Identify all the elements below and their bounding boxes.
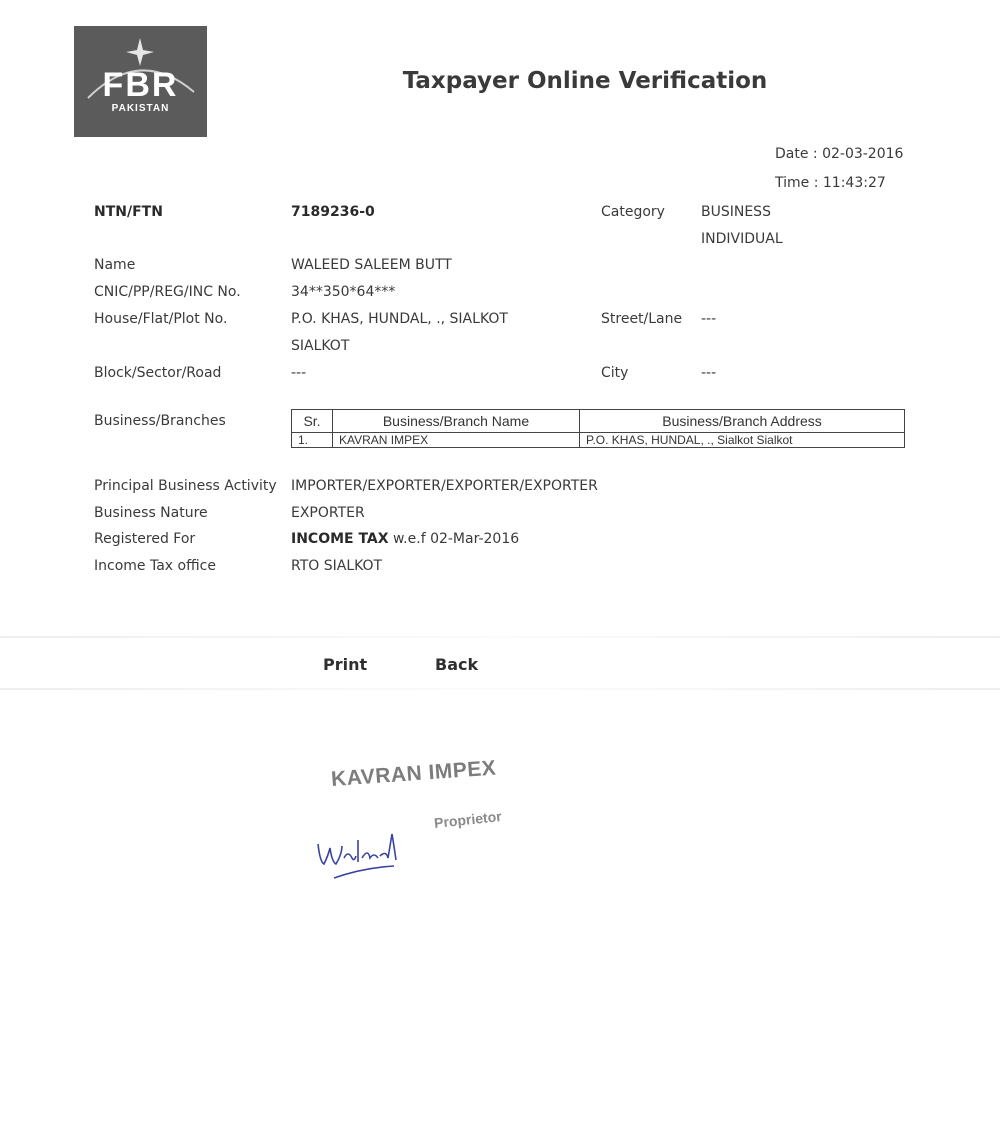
page-title: Taxpayer Online Verification <box>402 68 768 94</box>
time-text: Time : 11:43:27 <box>775 175 886 191</box>
category-value-line2: INDIVIDUAL <box>701 231 783 247</box>
cnic-value: 34**350*64*** <box>291 284 396 300</box>
registered-tax-type: INCOME TAX <box>291 531 389 547</box>
activity-label: Principal Business Activity <box>94 478 277 494</box>
scan-fold-line-lower <box>0 688 1000 690</box>
column-header-sr: Sr. <box>292 410 333 433</box>
row-sr-cell: 1. <box>292 433 333 448</box>
column-header-name: Business/Branch Name <box>333 410 580 433</box>
stamp-company-name: KAVRAN IMPEX <box>330 756 497 792</box>
house-value-line2: SIALKOT <box>291 338 350 354</box>
activity-value: IMPORTER/EXPORTER/EXPORTER/EXPORTER <box>291 478 598 494</box>
name-label: Name <box>94 257 136 273</box>
logo-subtext: PAKISTAN <box>111 103 170 114</box>
ntn-label: NTN/FTN <box>94 204 163 220</box>
house-value-line1: P.O. KHAS, HUNDAL, ., SIALKOT <box>291 311 508 327</box>
table-header-row <box>292 410 905 433</box>
street-label: Street/Lane <box>601 311 683 327</box>
registered-value <box>291 531 519 547</box>
office-value: RTO SIALKOT <box>291 558 383 574</box>
office-label: Income Tax office <box>94 558 216 574</box>
stamp-role: Proprietor <box>433 808 503 831</box>
city-value: --- <box>701 365 717 381</box>
table-row <box>292 433 905 448</box>
cnic-label: CNIC/PP/REG/INC No. <box>94 284 241 300</box>
column-header-address: Business/Branch Address <box>580 410 905 433</box>
street-value: --- <box>701 311 717 327</box>
nature-label: Business Nature <box>94 505 208 521</box>
registered-label: Registered For <box>94 531 196 547</box>
signature-image <box>312 826 412 886</box>
city-label: City <box>601 365 629 381</box>
print-button[interactable]: Print <box>323 655 368 674</box>
name-value: WALEED SALEEM BUTT <box>291 257 452 273</box>
fbr-logo <box>74 26 207 137</box>
branches-table <box>291 409 905 448</box>
registered-effective-date: w.e.f 02-Mar-2016 <box>388 531 520 547</box>
row-name-cell: KAVRAN IMPEX <box>333 433 580 448</box>
branches-label: Business/Branches <box>94 413 226 429</box>
scan-fold-line <box>0 636 1000 638</box>
nature-value: EXPORTER <box>291 505 365 521</box>
ntn-value: 7189236-0 <box>291 204 375 220</box>
house-label: House/Flat/Plot No. <box>94 311 228 327</box>
row-address-cell: P.O. KHAS, HUNDAL, ., Sialkot Sialkot <box>580 433 905 448</box>
block-value: --- <box>291 365 307 381</box>
logo-text: FBR <box>102 66 179 104</box>
category-label: Category <box>601 204 665 220</box>
category-value-line1: BUSINESS <box>701 204 771 220</box>
date-text: Date : 02-03-2016 <box>775 146 904 162</box>
block-label: Block/Sector/Road <box>94 365 222 381</box>
back-button[interactable]: Back <box>435 655 479 674</box>
